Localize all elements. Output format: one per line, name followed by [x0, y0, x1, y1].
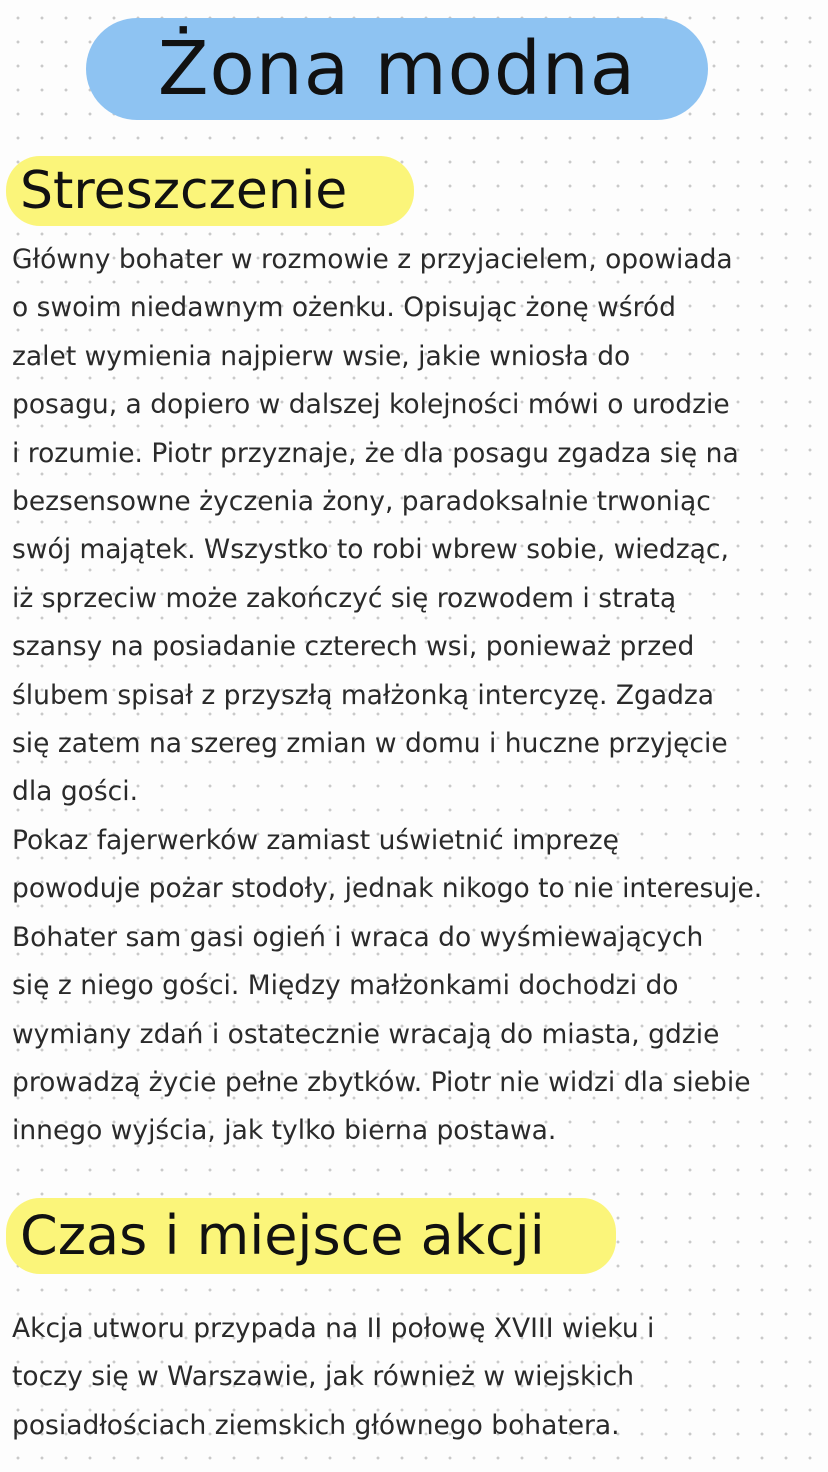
summary-line: Pokaz fajerwerków zamiast uświetnić imprezę [12, 824, 619, 856]
summary-line: innego wyjścia, jak tylko bierna postawa. [12, 1115, 557, 1147]
summary-line: dla gości. [12, 776, 139, 808]
setting-text [12, 1305, 820, 1450]
summary-line: prowadzą życie pełne zbytków. Piotr nie widzi dla siebie [12, 1066, 751, 1098]
summary-line: wymiany zdań i ostatecznie wracają do miasta, gdzie [12, 1018, 720, 1050]
summary-line: się zatem na szereg zmian w domu i huczne przyjęcie [12, 728, 728, 760]
summary-line: posagu, a dopiero w dalszej kolejności mówi o urodzie [12, 389, 730, 421]
setting-heading-highlight [6, 1198, 616, 1274]
summary-line: i rozumie. Piotr przyznaje, że dla posagu zgadza się na [12, 437, 739, 469]
summary-line: powoduje pożar stodoły, jednak nikogo to nie interesuje. [12, 873, 763, 905]
setting-heading: Czas i miejsce akcji [20, 1204, 545, 1267]
summary-line: o swoim niedawnym ożenku. Opisując żonę wśród [12, 292, 676, 324]
summary-line: bezsensowne życzenia żony, paradoksalnie trwoniąc [12, 486, 711, 518]
summary-line: swój majątek. Wszystko to robi wbrew sobie, wiedząc, [12, 534, 729, 566]
summary-line: iż sprzeciw może zakończyć się rozwodem i stratą [12, 582, 677, 614]
summary-line: Główny bohater w rozmowie z przyjacielem, opowiada [12, 244, 733, 275]
setting-line: posiadłościach ziemskich głównego bohatera. [12, 1409, 620, 1441]
setting-line: toczy się w Warszawie, jak również w wiejskich [12, 1361, 635, 1393]
summary-text [12, 236, 820, 1156]
summary-heading: Streszczenie [20, 161, 348, 221]
summary-line: ślubem spisał z przyszłą małżonką intercyzę. Zgadza [12, 679, 715, 711]
summary-line: zalet wymienia najpierw wsie, jakie wniosła do [12, 340, 631, 372]
title-banner [86, 18, 708, 120]
summary-line: szansy na posiadanie czterech wsi, ponieważ przed [12, 631, 695, 663]
page-title: Żona modna [157, 26, 637, 112]
summary-heading-highlight [6, 156, 414, 226]
summary-line: Bohater sam gasi ogień i wraca do wyśmiewających [12, 921, 704, 953]
setting-line: Akcja utworu przypada na II połowę XVIII wieku i [12, 1313, 655, 1344]
summary-line: się z niego gości. Między małżonkami dochodzi do [12, 970, 679, 1002]
